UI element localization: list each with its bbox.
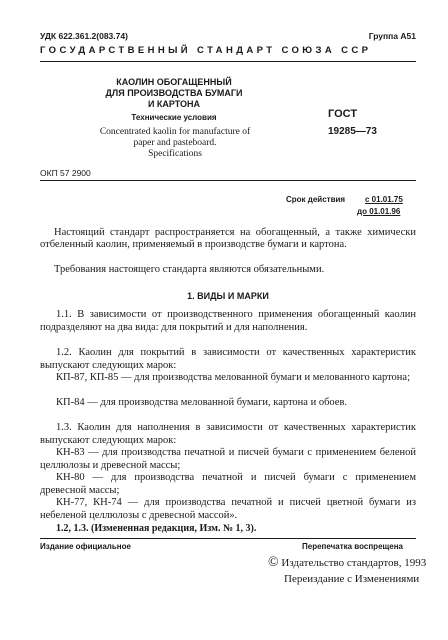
grade-kp84: КП-84 — для производства мелованной бумаги, картона и обоев. <box>56 397 348 408</box>
validity-to: до 01.01.96 <box>357 207 401 216</box>
document-subtitle: Технические условия <box>131 113 217 122</box>
title-line: И КАРТОНА <box>147 99 201 109</box>
header-rule <box>40 61 416 62</box>
intro-mandatory: Требования настоящего стандарта являются обязательными. <box>54 264 325 275</box>
group-code: Группа А51 <box>368 31 416 41</box>
english-line: paper and pasteboard. <box>133 138 217 148</box>
amendment-note: 1.2, 1.3. (Измененная редакция, Изм. № 1, 3). <box>56 523 257 534</box>
grade-kn77: КН-77, КН-74 — для производства печатной и писчей цветной бумаги из небеленой целлюлозы с древесной массой». <box>40 497 416 521</box>
english-line: Specifications <box>148 149 202 159</box>
clause-1-3: 1.3. Каолин для наполнения в зависимости от качественных характеристик выпускают следующих марок: <box>40 422 416 446</box>
clause-1-1: 1.1. В зависимости от производственного применения обогащенный каолин подразделяют на два вида: для покрытий и для наполнения. <box>40 309 416 333</box>
reissue-note: Переиздание с Изменениями <box>284 573 420 585</box>
document-title <box>84 77 264 110</box>
official-edition: Издание официальное <box>40 542 131 551</box>
copyright-text: Издательство стандартов, 1993 <box>281 557 427 569</box>
okp-code: ОКП 57 2900 <box>40 168 91 178</box>
udk-code: УДК 622.361.2(083.74) <box>40 31 128 41</box>
copyright-icon: © <box>268 555 279 570</box>
gost-label: ГОСТ <box>328 108 358 120</box>
gost-number: 19285—73 <box>328 126 377 137</box>
title-line: ДЛЯ ПРОИЗВОДСТВА БУМАГИ <box>105 88 243 98</box>
footer-rule <box>40 538 416 539</box>
copyright-line <box>268 555 426 571</box>
grade-kn80: КН-80 — для производства печатной и писчей бумаги с применением древесной массы; <box>40 472 416 496</box>
validity-from: с 01.01.75 <box>365 195 403 204</box>
validity-label: Срок действия <box>286 195 346 204</box>
english-line: Concentrated kaolin for manufacture of <box>99 127 251 137</box>
grade-kp87: КП-87, КП-85 — для производства мелованной бумаги и мелованного картона; <box>56 372 411 383</box>
clause-1-2: 1.2. Каолин для покрытий в зависимости от качественных характеристик выпускают следующих марок: <box>40 347 416 371</box>
section-heading: 1. ВИДЫ И МАРКИ <box>187 291 269 301</box>
title-rule <box>40 180 416 181</box>
grade-kn83: КН-83 — для производства печатной и писчей бумаги с применением беленой целлюлозы и древесной массы; <box>40 447 416 471</box>
intro-paragraph: Настоящий стандарт распространяется на обогащенный, а также химически отбеленный каолин, применяемый в производстве бумаги и картона. <box>40 227 416 250</box>
state-standard-banner: ГОСУДАРСТВЕННЫЙ СТАНДАРТ СОЮЗА ССР <box>40 45 372 56</box>
title-line: КАОЛИН ОБОГАЩЕННЫЙ <box>116 77 232 87</box>
english-title <box>70 127 280 160</box>
reprint-notice: Перепечатка воспрещена <box>302 542 403 551</box>
